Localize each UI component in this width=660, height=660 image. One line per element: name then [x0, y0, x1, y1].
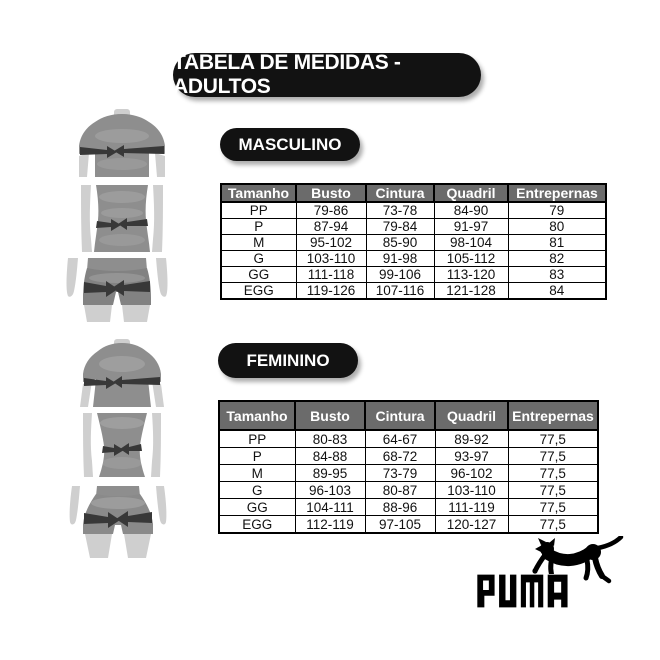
table-row	[221, 219, 606, 235]
value-cell: 87-94	[296, 219, 366, 235]
male-hip-measurement-figure	[62, 258, 172, 322]
masculino-size-table	[220, 183, 607, 300]
table-row	[219, 499, 598, 516]
male-hip-figure-image	[62, 258, 172, 322]
value-cell: 82	[508, 251, 606, 267]
size-cell: P	[219, 448, 295, 465]
size-cell: M	[219, 465, 295, 482]
column-header-quadril: Quadril	[434, 184, 508, 202]
feminino-label-text: FEMININO	[246, 350, 330, 370]
value-cell: 120-127	[435, 516, 508, 534]
feminino-section-label	[218, 343, 358, 378]
table-row	[219, 516, 598, 534]
masculino-label-text: MASCULINO	[238, 134, 342, 154]
female-waist-figure-image	[82, 413, 162, 477]
value-cell: 93-97	[435, 448, 508, 465]
table-row	[221, 251, 606, 267]
value-cell: 77,5	[508, 499, 598, 516]
column-header-entrepernas: Entrepernas	[508, 184, 606, 202]
table-row	[219, 430, 598, 448]
value-cell: 91-97	[434, 219, 508, 235]
value-cell: 77,5	[508, 448, 598, 465]
value-cell: 96-102	[435, 465, 508, 482]
value-cell: 85-90	[366, 235, 434, 251]
value-cell: 84-88	[295, 448, 365, 465]
column-header-busto: Busto	[296, 184, 366, 202]
value-cell: 95-102	[296, 235, 366, 251]
male-bust-figure-image	[74, 109, 170, 177]
size-cell: GG	[221, 267, 296, 283]
table-header-row	[221, 184, 606, 202]
table-row	[221, 283, 606, 300]
size-cell: G	[221, 251, 296, 267]
column-header-tamanho: Tamanho	[219, 401, 295, 430]
value-cell: 77,5	[508, 430, 598, 448]
female-hip-figure-image	[66, 486, 170, 558]
value-cell: 103-110	[296, 251, 366, 267]
value-cell: 121-128	[434, 283, 508, 300]
value-cell: 105-112	[434, 251, 508, 267]
value-cell: 89-95	[295, 465, 365, 482]
table-row	[221, 267, 606, 283]
value-cell: 88-96	[365, 499, 435, 516]
puma-wordmark	[477, 574, 573, 608]
value-cell: 112-119	[295, 516, 365, 534]
table-row	[221, 202, 606, 219]
column-header-entrepernas: Entrepernas	[508, 401, 598, 430]
column-header-tamanho: Tamanho	[221, 184, 296, 202]
value-cell: 81	[508, 235, 606, 251]
value-cell: 68-72	[365, 448, 435, 465]
page-title	[173, 53, 481, 97]
value-cell: 80	[508, 219, 606, 235]
value-cell: 73-78	[366, 202, 434, 219]
value-cell: 97-105	[365, 516, 435, 534]
value-cell: 77,5	[508, 516, 598, 534]
column-header-busto: Busto	[295, 401, 365, 430]
size-cell: G	[219, 482, 295, 499]
column-header-cintura: Cintura	[366, 184, 434, 202]
size-cell: EGG	[221, 283, 296, 300]
value-cell: 83	[508, 267, 606, 283]
value-cell: 98-104	[434, 235, 508, 251]
female-waist-measurement-figure	[82, 413, 162, 477]
puma-wordmark-image	[477, 574, 573, 608]
value-cell: 79-84	[366, 219, 434, 235]
table-header-row	[219, 401, 598, 430]
page-title-text: TABELA DE MEDIDAS - ADULTOS	[173, 51, 401, 98]
size-cell: PP	[221, 202, 296, 219]
feminino-size-table	[218, 400, 599, 534]
size-cell: P	[221, 219, 296, 235]
table-row	[219, 448, 598, 465]
value-cell: 79-86	[296, 202, 366, 219]
value-cell: 79	[508, 202, 606, 219]
value-cell: 103-110	[435, 482, 508, 499]
value-cell: 107-116	[366, 283, 434, 300]
value-cell: 80-87	[365, 482, 435, 499]
value-cell: 73-79	[365, 465, 435, 482]
female-bust-figure-image	[76, 339, 168, 407]
size-cell: PP	[219, 430, 295, 448]
table-row	[219, 465, 598, 482]
value-cell: 80-83	[295, 430, 365, 448]
masculino-section-label	[220, 128, 360, 161]
value-cell: 77,5	[508, 465, 598, 482]
female-bust-measurement-figure	[76, 339, 168, 407]
value-cell: 111-119	[435, 499, 508, 516]
value-cell: 77,5	[508, 482, 598, 499]
value-cell: 99-106	[366, 267, 434, 283]
table-row	[219, 482, 598, 499]
value-cell: 111-118	[296, 267, 366, 283]
column-header-quadril: Quadril	[435, 401, 508, 430]
value-cell: 119-126	[296, 283, 366, 300]
size-cell: GG	[219, 499, 295, 516]
value-cell: 104-111	[295, 499, 365, 516]
female-hip-measurement-figure	[66, 486, 170, 558]
value-cell: 91-98	[366, 251, 434, 267]
value-cell: 84	[508, 283, 606, 300]
column-header-cintura: Cintura	[365, 401, 435, 430]
male-bust-measurement-figure	[74, 109, 170, 177]
value-cell: 96-103	[295, 482, 365, 499]
size-cell: M	[221, 235, 296, 251]
value-cell: 113-120	[434, 267, 508, 283]
value-cell: 84-90	[434, 202, 508, 219]
value-cell: 64-67	[365, 430, 435, 448]
male-waist-measurement-figure	[80, 185, 164, 252]
table-row	[221, 235, 606, 251]
value-cell: 89-92	[435, 430, 508, 448]
size-cell: EGG	[219, 516, 295, 534]
male-waist-figure-image	[80, 185, 164, 252]
